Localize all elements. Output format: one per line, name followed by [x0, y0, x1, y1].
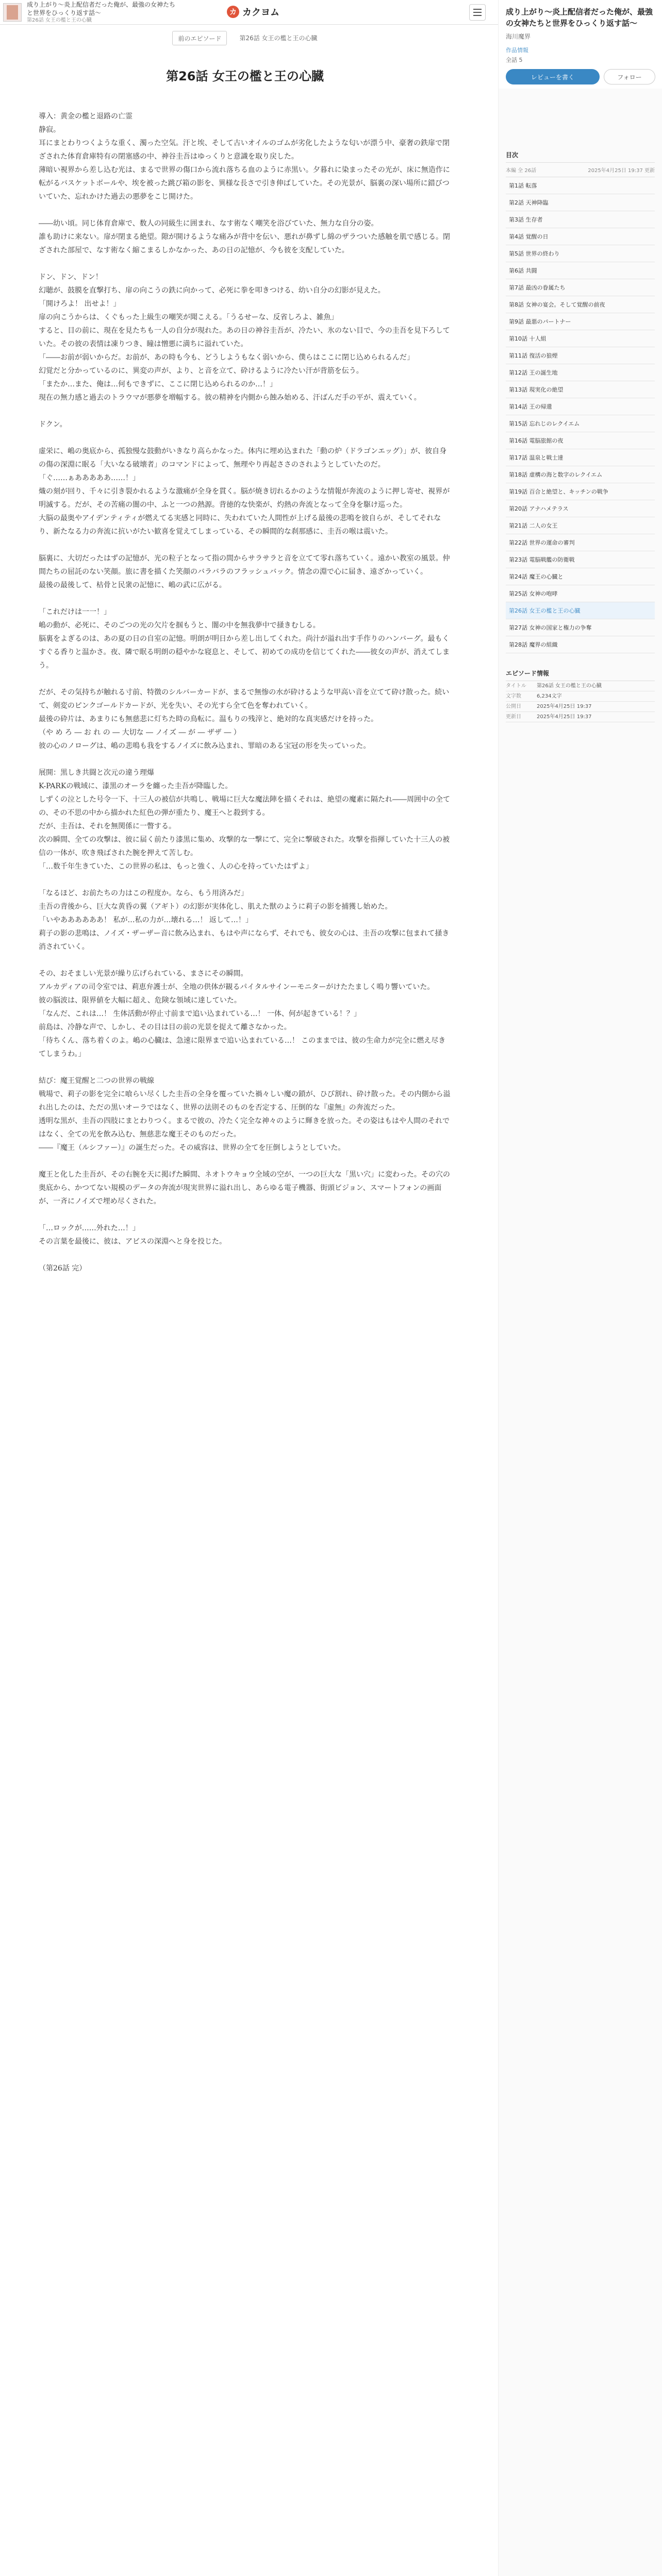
toc-episode-link[interactable]: 第26話 女王の檻と王の心臓: [506, 602, 655, 619]
menu-button[interactable]: [469, 4, 486, 21]
body-paragraph: 「――お前が弱いからだ。お前が、あの時も今も、どうしようもなく弱いから、僕らはここに閉じ込められるんだ」: [39, 353, 414, 362]
write-review-button[interactable]: レビューを書く: [506, 69, 600, 84]
episode-info-list: [506, 681, 655, 722]
header-titles: [27, 1, 176, 24]
hamburger-icon: [473, 9, 482, 10]
body-paragraph: 結び：魔王覚醒と二つの世界の戦線: [39, 1077, 154, 1085]
episode-info-row: [506, 681, 655, 691]
body-paragraph: 虚栄に、嶋の奥底から、孤独慢な鼓動がいきなり高らかなった。体内に埋め込まれた「動の炉（ドラゴンエッグ）」が、彼自身の傷の深淵に眠る「大いなる破壊者」のコマンドによって、無理やり再起ささのされようとしていたのだ。: [39, 447, 447, 469]
body-paragraph: [39, 1248, 451, 1262]
body-paragraph: ドン、ドン、ドン！: [39, 273, 103, 281]
episode-info-label: エピソード情報: [506, 669, 655, 681]
body-paragraph: 戦場で、莉子の影を完全に喰らい尽くした圭吾の全身を覆っていた禍々しい魔の鎖が、ひび割れ、砕け散った。その内側から溢れ出したのは、ただの黒いオーラではなく、世界の法則そのものを否定する、圧倒的な『虚無』の奔流だった。: [39, 1090, 451, 1112]
current-episode-label: 第26話 女王の檻と王の心臓: [239, 35, 318, 42]
toc-episode-link[interactable]: 第8話 女神の宴会。そして覚醒の前夜: [506, 296, 655, 313]
work-info-sub: 全話 5: [506, 57, 523, 63]
body-paragraph: 「開けろよ！ 出せよ！」: [39, 300, 121, 308]
body-paragraph: 導入：黄金の檻と退路の亡霊: [39, 112, 133, 121]
body-paragraph: 幻聴が、鼓膜を直撃打ち、扉の向こうの鉄に向かって、必死に拳を叩きつける、幼い自分の幻影が見えた。: [39, 286, 385, 295]
body-paragraph: 圭吾の背後から、巨大な黄昏の翼（アギト）の幻影が実体化し、肌えた獣のように莉子の影を捕獲し始めた。: [39, 903, 392, 911]
body-paragraph: ――『魔王（ルシファー）』の誕生だった。その威容は、世界の全てを圧倒しようとしていた。: [39, 1144, 345, 1152]
toc-episode-link[interactable]: 第21話 二人の女王: [506, 517, 655, 534]
follow-button[interactable]: フォロー: [604, 69, 655, 84]
toc-episode-link[interactable]: 第20話 アナハメテラス: [506, 500, 655, 517]
toc-episode-link[interactable]: 第10話 十人組: [506, 330, 655, 347]
toc-episode-link[interactable]: 第11話 復活の狼煙: [506, 347, 655, 364]
sidebar-book-info: [499, 0, 662, 89]
body-paragraph: 大脳の最奥やアイデンティティが燃えてる実感と同時に、失われていた人間性が上げる最後の悲鳴を彼自らが、そしてそれなり、新たなる力の奔流に抗いがたい歓喜を覚えてしまっている、その瞬間的な刹那感に、圭吾の喉は震いた。: [39, 514, 441, 536]
body-paragraph: 「…数千年生きていた、この世界の私は、もっと強く、人の心を持っていたはずよ」: [39, 862, 313, 871]
body-paragraph: 現在の無力感と過去のトラウマが悪夢を増幅する。彼の精神を内側から蝕み始める、汗ばんだ手の平が、震えていく。: [39, 394, 421, 402]
body-paragraph: （第26話 完）: [39, 1264, 87, 1273]
toc-episode-link[interactable]: 第12話 王の誕生地: [506, 364, 655, 381]
info-value: 第26話 女王の檻と王の心臓: [537, 683, 602, 689]
header-episode-title: 第26話 女王の檻と王の心臓: [27, 17, 92, 23]
sidebar: [498, 0, 662, 2576]
toc-episode-link[interactable]: 第4話 覚醒の日: [506, 228, 655, 245]
body-paragraph: （や め ろ ― お れ の ― 大切な ― ノイズ ― が ― ザザ ― ）: [39, 728, 241, 737]
body-paragraph: [39, 672, 451, 686]
body-paragraph: 幻覚だと分かっているのに、異変の声が、より、と音を立て、砕けるように冷たい汗が背筋を伝う。: [39, 367, 363, 375]
body-paragraph: [39, 954, 451, 967]
body-paragraph: [39, 592, 451, 605]
body-paragraph: ――幼い頃。同じ体育倉庫で、数人の同級生に囲まれ、なす術なく嘲笑を浴びていた、無力な自分の姿。: [39, 219, 378, 228]
toc-episode-link[interactable]: 第19話 百合と絶望と、キッチンの戦争: [506, 483, 655, 500]
toc-episode-link[interactable]: 第28話 魔界の組織: [506, 636, 655, 653]
episode-info: [499, 669, 662, 722]
body-paragraph: その、おそましい光景が繰り広げられている、まさにその瞬間。: [39, 970, 248, 978]
episode-nav: [137, 31, 353, 45]
book-cover-thumbnail[interactable]: [3, 3, 22, 22]
toc-label: 目次: [506, 150, 655, 163]
body-paragraph: 「ぐ……ぁあああああ……！」: [39, 474, 140, 482]
info-key: 文字数: [506, 693, 521, 699]
header-book-title[interactable]: 成り上がり〜炎上配信者だった俺が、最強の女神たちと世界をひっくり返す話〜: [27, 1, 176, 16]
sidebar-book-title[interactable]: 成り上がり〜炎上配信者だった俺が、最強の女神たちと世界をひっくり返す話〜: [506, 7, 653, 28]
body-paragraph: 誰も助けに来ない。扉が閉まる絶望。隙が開けるような痛みが背中を伝い、悪れが鼻ずし綿のザラついた感触を肌で感じる。閉ざされた部屋で、なす術なく縮こまるしかなかった、あの日の記憶が、今も彼を支配していた。: [39, 233, 450, 255]
body-paragraph: [39, 1061, 451, 1074]
body-paragraph: しずくの泣とした号令一下、十三人の被信が共鳴し、戦場に巨大な魔法陣を描くそれは、絶望の魔素に隔たれ――周囲中の全ての、その不思の中から描かれた紅色の弾が重たり、魔王へと殺到する。: [39, 795, 450, 817]
toc-episode-link[interactable]: 第13話 現実化の絶望: [506, 381, 655, 398]
body-paragraph: [39, 538, 451, 552]
episode-body: [39, 110, 451, 1275]
body-paragraph: 脳裏をよぎるのは、あの夏の日の自室の記憶。明朗が明日から差し出してくれた。尚汁が溢れ出す手作りのハンバーグ。最もくすぐる香りと温かさ。夜、隣で眠る明朗の穏やかな寝息と、そして、初めての成功を信じてくれた――彼女の声が、消えてしまう。: [39, 635, 450, 670]
toc-episode-link[interactable]: 第15話 忘れじのレクイエム: [506, 415, 655, 432]
body-paragraph: 「待ちくん、落ち着くのよ。嶋の心臓は、急速に限界まで追い込まれている…！ このままでは、彼の生命力が完全に燃え尽きてしまうわ。」: [39, 1037, 446, 1058]
toc-episode-link[interactable]: 第9話 最悪のパートナー: [506, 313, 655, 330]
body-paragraph: 嶋の動が、必死に、そのごつの光の欠片を掴もうと、闇の中を無我夢中で掻きむしる。: [39, 621, 320, 630]
toc-episode-link[interactable]: 第2話 天神降臨: [506, 194, 655, 211]
body-paragraph: 透明な黒が、圭吾の四肢にまとわりつく。まるで彼の、冷たく完全な神々のように輝きを放った。その姿はもはや人間のそれではなく、全ての光を飲み込む、無慈悲な魔王そのものだった。: [39, 1117, 450, 1139]
toc-episode-link[interactable]: 第7話 最凶の眷属たち: [506, 279, 655, 296]
body-paragraph: だが、圭吾は、それを無関係に一瞥する。: [39, 822, 176, 831]
toc-episode-link[interactable]: 第1話 転落: [506, 177, 655, 194]
logo-text: カクヨム: [242, 7, 279, 18]
body-paragraph: [39, 404, 451, 418]
toc-episode-link[interactable]: 第16話 電脳旅館の夜: [506, 432, 655, 449]
body-paragraph: 「なんだ、これは…！ 生体活動が停止寸前まで追い込まれている…！ 一体、何が起きている！？」: [39, 1010, 361, 1018]
toc-episode-link[interactable]: 第24話 魔王の心臓と: [506, 568, 655, 585]
info-key: 公開日: [506, 704, 521, 709]
info-value: 2025年4月25日 19:37: [537, 704, 592, 709]
body-paragraph: 薄暗い視界から差し込む光は、まるで世界の傷口から流れ落ちる血のように赤黒い。夕暮れに染まったその光が、床に無造作に転がるバスケットボールや、埃を被った跳び箱の影を、異様な長さで引き伸ばしていた。その光景が、脳裏の深い場所に錯びついていた、忘れかけた過去の悪夢をこじ開けた。: [39, 166, 450, 201]
episode-info-row: [506, 712, 655, 722]
body-paragraph: 「いやああああああ！ 私が…私の力が…壊れる…！ 返して…！」: [39, 916, 253, 924]
toc-episode-link[interactable]: 第14話 王の帰還: [506, 398, 655, 415]
prev-episode-link[interactable]: 前のエピソード: [172, 31, 227, 45]
body-paragraph: 「なるほど、お前たちの力はこの程度か。なら、もう用済みだ」: [39, 889, 248, 897]
episode-info-row: [506, 702, 655, 712]
toc-episode-link[interactable]: 第27話 女神の国家と権力の争奪: [506, 619, 655, 636]
info-key: 更新日: [506, 714, 521, 720]
toc-episode-link[interactable]: 第17話 温泉と戦士達: [506, 449, 655, 466]
body-paragraph: [39, 1155, 451, 1168]
body-paragraph: 莉子の影の悲鳴は、ノイズ・ザーザー音に飲み込まれ、もはや声にならず、それでも、彼女の心は、圭吾の攻撃に包まれて掻き消されていく。: [39, 929, 450, 951]
toc-list: [506, 177, 655, 653]
body-paragraph: 「…ロックが……外れた…！」: [39, 1224, 140, 1232]
logo-icon: カ: [227, 6, 239, 18]
toc-updated: 2025年4月25日 19:37 更新: [588, 168, 655, 174]
body-paragraph: [39, 753, 451, 766]
body-paragraph: その言葉を最後に、彼は、アビスの深淵へと身を投じた。: [39, 1238, 226, 1246]
body-paragraph: [39, 1208, 451, 1222]
toc-episode-link[interactable]: 第5話 世界の終わり: [506, 245, 655, 262]
info-key: タイトル: [506, 683, 526, 689]
body-paragraph: 最後の最後して、枯骨と民衆の記憶に、嶋の武に広がる。: [39, 581, 226, 589]
body-paragraph: ドクン。: [39, 420, 67, 429]
sidebar-author[interactable]: 海川魔界: [506, 33, 531, 40]
table-of-contents: [499, 150, 662, 653]
info-value: 2025年4月25日 19:37: [537, 714, 592, 720]
main-content: [0, 25, 490, 1275]
body-paragraph: 熾の刻が回り、千々に引き裂かれるような激痛が全身を貫く。脳が焼き切れるかのような情報が奔流のように押し寄せ、視界が明滅する。だが、その苦痛の闇の中、ふと一つの熱源。背徳的な快楽が、灼熱の奔流となって全身を駆け巡った。: [39, 487, 450, 509]
episode-info-row: [506, 691, 655, 702]
body-paragraph: 最後の砕片は、あまりにも無慈悲に灯ちた時の鳥転に。温もりの残滓と、絶対的な真実感だけを持った。: [39, 715, 378, 723]
toc-episode-link[interactable]: 第3話 生存者: [506, 211, 655, 228]
sidebar-actions: [506, 69, 655, 84]
toc-count: 本編 全 26話: [506, 168, 537, 174]
body-paragraph: 扉の向こうからは、くぐもった上級生の嘲笑が聞こえる。「うるせーな、反省しろよ、雑魚」: [39, 313, 338, 321]
body-paragraph: アルカディアの司令室では、莉恵弁護士が、全地の供体が観るパイタルサインーモニターがけたたましく鳴り響いていた。: [39, 983, 435, 991]
body-paragraph: 静寂。: [39, 126, 60, 134]
body-paragraph: 展開：黒しき共闘と次元の違う理爆: [39, 769, 154, 777]
toc-episode-link[interactable]: 第22話 世界の運命の審判: [506, 534, 655, 551]
toc-header: [506, 163, 655, 177]
body-paragraph: 耳にまとわりつくような重く、濁った空気。汗と埃、そして古いオイルのゴムが劣化したような匂いが漂う中、豪奢の鉄扉で閉ざされた体育倉庫特有の閉塞感の中、神谷圭吾はゆっくりと意識を取り戻した。: [39, 139, 450, 161]
body-paragraph: [39, 204, 451, 217]
toc-episode-link[interactable]: 第25話 女神の咆哮: [506, 585, 655, 602]
body-paragraph: だが、その気持ちが触れる寸前、特徴のシルバーカードが、まるで無惨の水が砕けるような甲高い音を立てて砕け散った。続いて、剣変のピンクゴールドカードが、光を失い、その光すら全て色を奪われていく。: [39, 688, 450, 710]
body-paragraph: 脳裏に、大切だったはずの記憶が、光の粒子となって指の間からサラサラと音を立てて零れ落ちていく。遠かい教室の風景。仲間たちの屈託のない笑顔。旅に書を描くた笑顔のバラバラのフラッシュバック。情念の淵で心に届き、遠ざかっていく。: [39, 554, 450, 576]
body-paragraph: 魔王と化した圭吾が、その右腕を天に掲げた瞬間、ネオトウキョウ全域の空が、一つの巨大な「黒い穴」に変わった。その穴の奥底から、かつてない規模のデータの奔流が現実世界に溢れ出し、あらゆる電子機器、街頭ビジョン、スマートフォンの画面が、一斉にノイズで埋め尽くされた。: [39, 1171, 450, 1206]
body-paragraph: 彼の心のノローグは、嶋の悲鳴も我をするノイズに飲み込まれ、罪暗のある宝冠の形を失っていった。: [39, 742, 371, 750]
body-paragraph: 次の瞬間、全ての攻撃は、彼に届く前たり漆黒に集め、攻撃的な一撃にて、完全に撃破された。攻撃を指揮していた十三人の被信の一体が、吹き飛ばされた腕を押えて苦しむ。: [39, 836, 450, 857]
body-paragraph: [39, 257, 451, 270]
toc-episode-link[interactable]: 第23話 電脳戦艦の防衛戦: [506, 551, 655, 568]
body-paragraph: すると、目の前に、現在を見たちも一人の自分が現れた。あの日の神谷圭吾が、冷たい、氷のない目で、今の圭吾を見下ろしていた。その彼の表情は凍りつき、瞳は憎悪に満ちに溢れていた。: [39, 327, 450, 348]
body-paragraph: 彼の脳波は、限界値を大幅に超え、危険な領域に達していた。: [39, 996, 241, 1005]
work-info-link[interactable]: 作品情報: [506, 47, 528, 54]
body-paragraph: [39, 873, 451, 887]
body-paragraph: 「これだけは一一！」: [39, 608, 111, 616]
body-paragraph: [39, 431, 451, 445]
site-logo[interactable]: [227, 5, 279, 19]
info-value: 6,234文字: [537, 693, 562, 699]
body-paragraph: 「またか…また、俺は…何もできずに、ここに閉じ込められるのか…！」: [39, 380, 277, 388]
toc-episode-link[interactable]: 第18話 虚構の海と数字のレクイエム: [506, 466, 655, 483]
body-paragraph: 前島は、冷静な声で、しかし、その目は目の前の光景を捉えて離さなかった。: [39, 1023, 291, 1031]
episode-title: 第26話 女王の檻と王の心臓: [166, 69, 324, 83]
body-paragraph: K-PARKの戦域に、漆黒のオーラを纏った圭吾が降臨した。: [39, 782, 233, 790]
toc-episode-link[interactable]: 第6話 共闘: [506, 262, 655, 279]
